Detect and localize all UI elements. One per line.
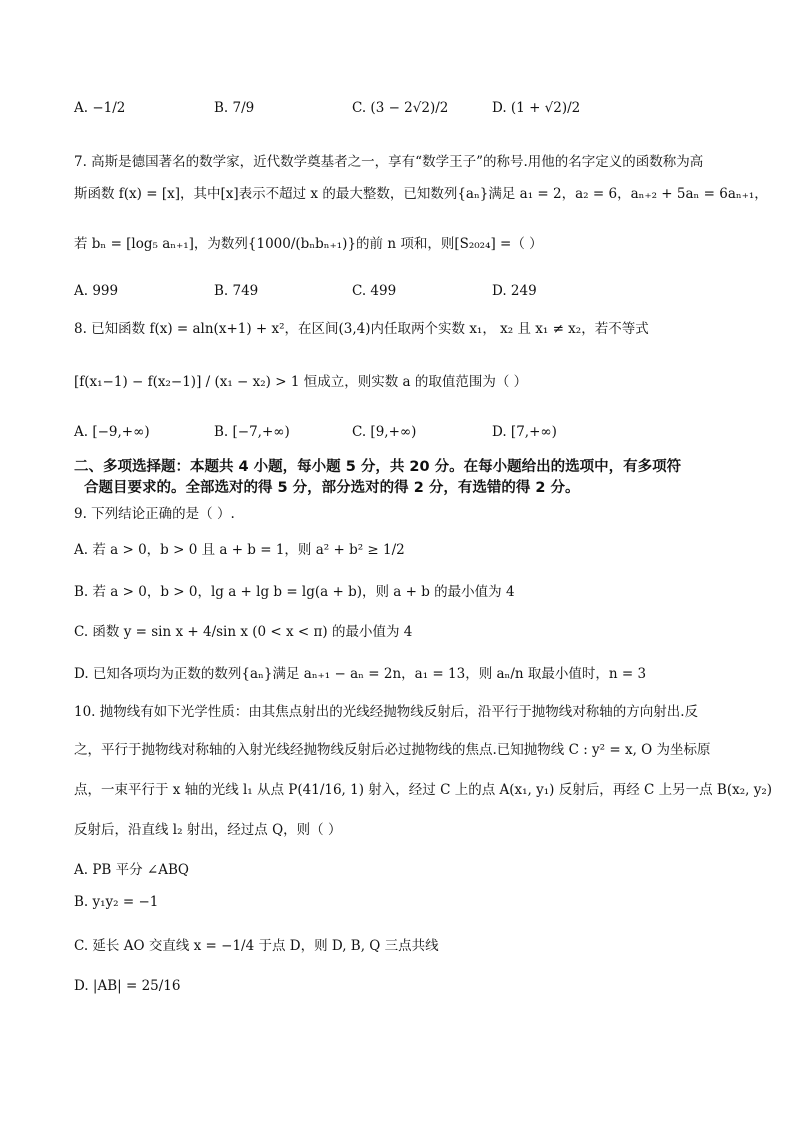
q8-option-b: B. [−7,+∞) <box>214 424 290 440</box>
q9-option-d: D. 已知各项均为正数的数列{aₙ}满足 aₙ₊₁ − aₙ = 2n，a₁ = 13，则 aₙ/n 取最小值时，n = 3 <box>74 666 647 682</box>
q10-option-b: B. y₁y₂ = −1 <box>74 894 159 910</box>
q8-option-d: D. [7,+∞) <box>492 424 557 440</box>
q7-line-1: 7. 高斯是德国著名的数学家，近代数学奠基者之一，享有“数学王子”的称号.用他的名字定义的函数称为高 <box>74 154 704 170</box>
q6-option-d: D. (1 + √2)/2 <box>492 100 581 116</box>
q9-option-a: A. 若 a > 0，b > 0 且 a + b = 1，则 a² + b² ≥ 1/2 <box>74 542 405 558</box>
q9-stem: 9. 下列结论正确的是（ ）. <box>74 506 235 522</box>
section-2-heading-line-2: 合题目要求的。全部选对的得 5 分，部分选对的得 2 分，有选错的得 2 分。 <box>84 480 580 496</box>
q6-option-b: B. 7/9 <box>214 100 255 116</box>
q10-line-2: 之，平行于抛物线对称轴的入射光线经抛物线反射后必过抛物线的焦点.已知抛物线 C : y² = x, O 为坐标原 <box>74 742 711 758</box>
q6-option-c: C. (3 − 2√2)/2 <box>352 100 449 116</box>
q7-option-a: A. 999 <box>74 283 119 299</box>
q8-option-c: C. [9,+∞) <box>352 424 417 440</box>
q10-option-c: C. 延长 AO 交直线 x = −1/4 于点 D，则 D, B, Q 三点共线 <box>74 938 439 954</box>
q10-option-d: D. |AB| = 25/16 <box>74 978 181 994</box>
q10-line-3: 点，一束平行于 x 轴的光线 l₁ 从点 P(41/16, 1) 射入，经过 C 上的点 A(x₁, y₁) 反射后，再经 C 上另一点 B(x₂, y₂) <box>74 782 773 798</box>
q8-option-a: A. [−9,+∞) <box>74 424 150 440</box>
q7-line-3: 若 bₙ = [log₅ aₙ₊₁]，为数列{1000/(bₙbₙ₊₁)}的前 n 项和，则[S₂₀₂₄] =（ ） <box>74 236 543 252</box>
q6-option-a: A. −1/2 <box>74 100 126 116</box>
q10-option-a: A. PB 平分 ∠ABQ <box>74 862 189 878</box>
q7-option-d: D. 249 <box>492 283 537 299</box>
q9-option-c: C. 函数 y = sin x + 4/sin x (0 < x < π) 的最小值为 4 <box>74 624 413 640</box>
q8-line-1: 8. 已知函数 f(x) = aln(x+1) + x²，在区间(3,4)内任取两个实数 x₁， x₂ 且 x₁ ≠ x₂，若不等式 <box>74 321 649 337</box>
q7-line-2: 斯函数 f(x) = [x]，其中[x]表示不超过 x 的最大整数，已知数列{aₙ}满足 a₁ = 2，a₂ = 6，aₙ₊₂ + 5aₙ = 6aₙ₊₁， <box>74 186 768 202</box>
section-2-heading-line-1: 二、多项选择题：本题共 4 小题，每小题 5 分，共 20 分。在每小题给出的选项中，有多项符 <box>74 459 682 475</box>
q9-option-b: B. 若 a > 0，b > 0，lg a + lg b = lg(a + b)，则 a + b 的最小值为 4 <box>74 584 515 600</box>
q10-line-1: 10. 抛物线有如下光学性质：由其焦点射出的光线经抛物线反射后，沿平行于抛物线对称轴的方向射出.反 <box>74 704 699 720</box>
q8-line-2: [f(x₁−1) − f(x₂−1)] / (x₁ − x₂) > 1 恒成立，则实数 a 的取值范围为（ ） <box>74 374 528 390</box>
q7-option-b: B. 749 <box>214 283 259 299</box>
q7-option-c: C. 499 <box>352 283 397 299</box>
q6-options <box>74 100 734 140</box>
q10-line-4: 反射后，沿直线 l₂ 射出，经过点 Q，则（ ） <box>74 822 342 838</box>
